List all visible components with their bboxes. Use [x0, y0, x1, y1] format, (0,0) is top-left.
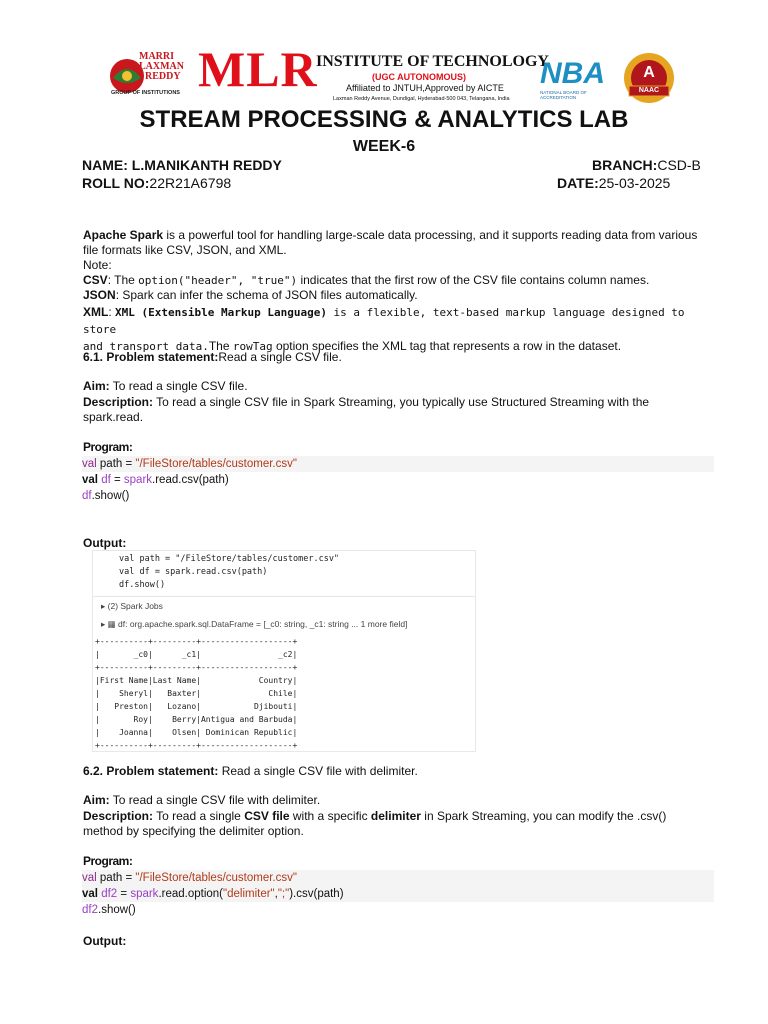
naac-text: NAAC	[638, 87, 660, 94]
desc-label-6-2: Description:	[83, 809, 154, 823]
code-operator: =	[117, 888, 131, 900]
aim-label-6-1: Aim:	[83, 379, 110, 393]
expand-arrow-icon: ▸	[101, 601, 108, 611]
json-text: : Spark can infer the schema of JSON files automatically.	[115, 288, 418, 302]
code-line	[82, 456, 714, 472]
code-line	[82, 886, 714, 902]
code-identifier: path	[99, 458, 123, 470]
aim-text-6-2: To read a single CSV file with delimiter.	[109, 793, 321, 807]
roll-label: ROLL NO:	[82, 175, 150, 191]
aim-6-1	[83, 379, 703, 394]
autonomy-label: (UGC AUTONOMOUS)	[372, 72, 466, 82]
institute-name: INSTITUTE OF TECHNOLOGY	[316, 53, 549, 70]
code-string: "/FileStore/tables/customer.csv"	[135, 458, 297, 470]
code-string: "delimiter"	[223, 888, 275, 900]
notebook-code-line: df.show()	[119, 580, 166, 590]
nba-logo	[540, 58, 606, 102]
xml-text-a: The	[208, 339, 233, 353]
output-label-6-1: Output:	[83, 536, 127, 550]
branch-label: BRANCH:	[592, 157, 658, 173]
code-comma: ,	[274, 888, 278, 900]
code-variable: spark	[130, 888, 159, 900]
problem-statement-6-1	[83, 350, 703, 365]
notebook-code-line: val path = "/FileStore/tables/customer.csv"	[119, 554, 340, 564]
code-string: "/FileStore/tables/customer.csv"	[135, 872, 297, 884]
code-rest: .read.option(	[158, 888, 224, 900]
json-label: JSON	[83, 288, 116, 302]
xml-sep: :	[108, 305, 116, 319]
table-icon: ▦	[107, 619, 119, 629]
csv-post: indicates that the first row of the CSV file contains column names.	[297, 273, 650, 287]
code-operator: =	[122, 872, 136, 884]
code-block-6-1	[82, 456, 714, 504]
logo-line-1: MARRI	[139, 51, 174, 62]
spark-jobs-label: (2) Spark Jobs	[107, 601, 163, 611]
code-line	[82, 902, 714, 918]
desc-label-6-1: Description:	[83, 395, 154, 409]
branch-value: CSD-B	[657, 157, 701, 173]
nba-subtext: NATIONAL BOARD OF ACCREDITATION	[540, 90, 587, 100]
dataframe-schema-text: df: org.apache.spark.sql.DataFrame = [_c0: string, _c1: string ... 1 more field]	[118, 619, 408, 629]
code-operator: =	[110, 474, 124, 486]
output-label-6-2: Output:	[83, 934, 127, 948]
divider	[93, 596, 475, 597]
ps-label-6-1: 6.1. Problem statement:	[83, 350, 219, 364]
logo-line-3: REDDY	[145, 71, 181, 82]
dataframe-table-text: +----------+---------+-------------------+ | _c0| _c1| _c2| +----------+---------+-------------------+ |First Name|Last Name| Country| | Sheryl| Baxter| Chile| | Preston| Lozano| Djibouti| | Roy| Berry|Antigua and Barbuda| | Joanna| Olsen| Dominican Republic| +----------+---------+-------------------+	[95, 637, 298, 750]
naac-grade: A	[643, 64, 655, 81]
logo-line-2: LAXMAN	[139, 61, 184, 72]
program-label-6-2: Program:	[83, 854, 133, 868]
xml-def-code-2: and transport data.	[83, 340, 209, 353]
spark-term: Apache Spark	[83, 228, 164, 242]
code-operator: =	[122, 458, 136, 470]
xml-term-code: XML (Extensible Markup Language)	[115, 306, 327, 319]
desc-text-6-1: To read a single CSV file in Spark Streaming, you typically use Structured Streaming with the spark.read.	[83, 395, 650, 424]
date-value: 25-03-2025	[598, 175, 671, 191]
desc-mid-6-2: with a specific	[289, 809, 371, 823]
code-variable: df	[82, 490, 92, 502]
aim-label-6-2: Aim:	[83, 793, 110, 807]
nba-mark: NBA	[540, 57, 605, 90]
code-rest: .show()	[91, 490, 130, 502]
csv-pre: : The	[107, 273, 139, 287]
intro-paragraph	[83, 228, 703, 258]
code-identifier: df2	[101, 888, 118, 900]
logo-group-text: GROUP OF INSTITUTIONS	[111, 90, 180, 96]
desc-post-6-2: in Spark Streaming, you can modify the .csv() method by specifying the delimiter option.	[83, 809, 667, 838]
csv-note	[83, 273, 703, 288]
problem-statement-6-2	[83, 764, 703, 779]
description-6-1	[83, 395, 703, 425]
date-info	[557, 175, 670, 191]
spark-jobs-row[interactable]	[101, 601, 163, 612]
json-note	[83, 288, 703, 303]
note-label: Note:	[83, 258, 112, 272]
code-keyword: val	[82, 872, 97, 884]
aim-text-6-1: To read a single CSV file.	[109, 379, 248, 393]
xml-def-code-1: is a flexible, text-based markup language designed to store	[83, 306, 685, 336]
dataframe-schema-row[interactable]	[101, 619, 407, 630]
code-rest: .read.csv(path)	[152, 474, 229, 486]
aim-6-2	[83, 793, 703, 808]
ps-text-6-1: Read a single CSV file.	[218, 350, 342, 364]
code-line	[82, 472, 714, 488]
code-variable: spark	[123, 474, 153, 486]
student-name: NAME: L.MANIKANTH REDDY	[82, 157, 282, 173]
address-text: Laxman Reddy Avenue, Dundigal, Hyderabad-500 043, Telangana, India	[333, 96, 510, 102]
code-line	[82, 488, 714, 504]
affiliation-text: Affiliated to JNTUH,Approved by AICTE	[346, 83, 504, 93]
program-label-6-1: Program:	[83, 440, 133, 454]
ps-text-6-2: Read a single CSV file with delimiter.	[218, 764, 418, 778]
code-rest: ).csv(path)	[289, 888, 344, 900]
code-variable: df2	[82, 904, 98, 916]
notebook-code	[119, 553, 339, 592]
marri-laxman-reddy-logo	[105, 52, 200, 104]
code-line	[82, 870, 714, 886]
code-rest: .show()	[98, 904, 136, 916]
csv-label: CSV	[83, 273, 108, 287]
rowtag-code: rowTag	[232, 340, 273, 353]
roll-value: 22R21A6798	[149, 175, 232, 191]
ps-label-6-2: 6.2. Problem statement:	[83, 764, 219, 778]
desc-pre-6-2: To read a single	[153, 809, 245, 823]
code-block-6-2	[82, 870, 714, 918]
xml-text-b: option specifies the XML tag that represents a row in the dataset.	[272, 339, 622, 353]
desc-bold-delimiter: delimiter	[370, 809, 421, 823]
code-identifier: path	[99, 872, 123, 884]
notebook-code-line: val df = spark.read.csv(path)	[119, 567, 268, 577]
code-identifier: df	[101, 474, 111, 486]
roll-info	[82, 175, 231, 191]
description-6-2	[83, 809, 703, 839]
notebook-output-screenshot	[92, 550, 476, 752]
branch-info	[592, 157, 701, 173]
xml-label: XML	[83, 305, 109, 319]
code-keyword: val	[82, 458, 97, 470]
code-keyword: val	[82, 474, 98, 486]
week-label: WEEK-6	[352, 138, 416, 155]
code-keyword: val	[82, 888, 98, 900]
csv-header-option-code: option("header", "true")	[138, 274, 298, 287]
date-label: DATE:	[557, 175, 599, 191]
page-title: STREAM PROCESSING & ANALYTICS LAB	[139, 106, 629, 133]
code-string: ";"	[277, 888, 290, 900]
desc-bold-csv: CSV file	[244, 809, 290, 823]
spark-description: is a powerful tool for handling large-scale data processing, and it supports reading data from various file formats like CSV, JSON, and XML.	[83, 228, 698, 257]
mlr-brand: MLR	[198, 41, 318, 97]
xml-note	[83, 304, 703, 355]
expand-arrow-icon: ▸	[101, 619, 108, 629]
naac-badge	[620, 52, 678, 106]
